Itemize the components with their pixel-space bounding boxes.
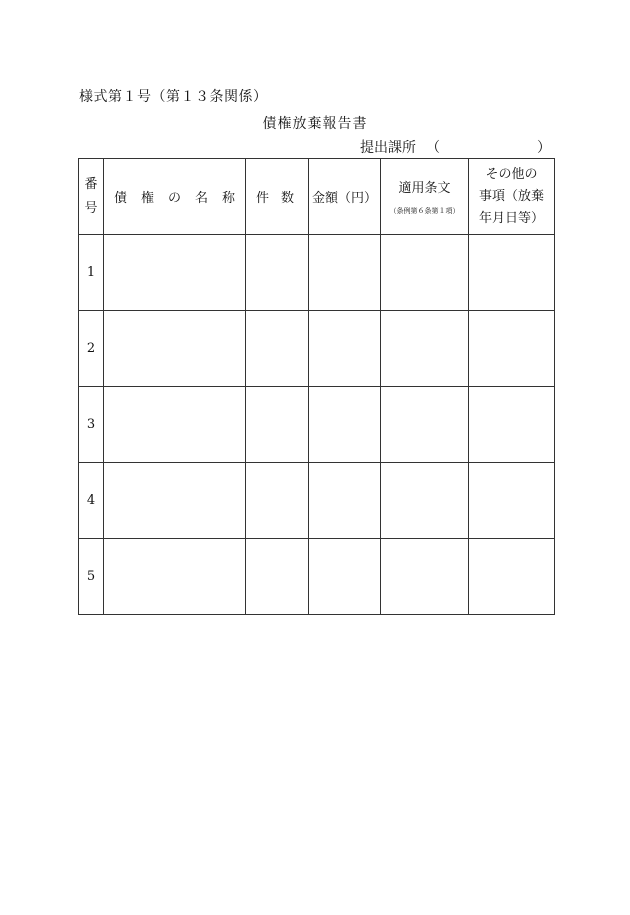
cell-count[interactable] — [246, 387, 309, 463]
submit-dept-close-paren: ） — [537, 140, 551, 156]
cell-other[interactable] — [469, 387, 555, 463]
header-name: 債権の名称 — [104, 159, 246, 235]
cell-other[interactable] — [469, 463, 555, 539]
row-number: 2 — [79, 311, 104, 387]
cell-amount[interactable] — [309, 463, 381, 539]
table-header-row — [79, 159, 555, 235]
row-number: 1 — [79, 235, 104, 311]
cell-name[interactable] — [104, 311, 246, 387]
cell-article[interactable] — [381, 387, 469, 463]
header-article-label: 適用条文 — [398, 181, 451, 196]
header-other-line3: 年月日等） — [478, 210, 544, 226]
cell-other[interactable] — [469, 235, 555, 311]
table-row — [79, 463, 555, 539]
submit-dept-open-paren: （ — [426, 140, 440, 156]
submit-dept-line — [360, 137, 551, 157]
header-number — [79, 159, 104, 235]
cell-amount[interactable] — [309, 235, 381, 311]
header-other — [469, 159, 555, 235]
cell-name[interactable] — [104, 539, 246, 615]
row-number: 4 — [79, 463, 104, 539]
cell-name[interactable] — [104, 235, 246, 311]
table-row — [79, 539, 555, 615]
header-article-sub: （条例第６条第１項） — [389, 207, 460, 215]
cell-article[interactable] — [381, 311, 469, 387]
row-number: 5 — [79, 539, 104, 615]
header-other-line1: その他の — [485, 166, 538, 182]
table-row — [79, 387, 555, 463]
header-article — [381, 159, 469, 235]
document-title: 債権放棄報告書 — [262, 116, 368, 132]
form-label: 様式第１号（第１３条関係） — [79, 89, 268, 105]
cell-amount[interactable] — [309, 539, 381, 615]
cell-count[interactable] — [246, 235, 309, 311]
cell-count[interactable] — [246, 311, 309, 387]
cell-name[interactable] — [104, 387, 246, 463]
cell-article[interactable] — [381, 235, 469, 311]
header-number-line1: 番 — [84, 176, 98, 192]
cell-amount[interactable] — [309, 387, 381, 463]
header-other-line2: 事項（放棄 — [478, 188, 544, 204]
table-row — [79, 235, 555, 311]
row-number: 3 — [79, 387, 104, 463]
report-table — [78, 158, 555, 615]
cell-count[interactable] — [246, 463, 309, 539]
header-number-line2: 号 — [84, 200, 98, 216]
cell-count[interactable] — [246, 539, 309, 615]
cell-amount[interactable] — [309, 311, 381, 387]
cell-other[interactable] — [469, 539, 555, 615]
table-row — [79, 311, 555, 387]
header-count: 件数 — [246, 159, 309, 235]
header-amount: 金額（円） — [309, 159, 381, 235]
submit-dept-label: 提出課所 — [360, 140, 416, 156]
cell-article[interactable] — [381, 539, 469, 615]
submit-dept-field[interactable] — [440, 137, 530, 153]
cell-other[interactable] — [469, 311, 555, 387]
cell-name[interactable] — [104, 463, 246, 539]
cell-article[interactable] — [381, 463, 469, 539]
